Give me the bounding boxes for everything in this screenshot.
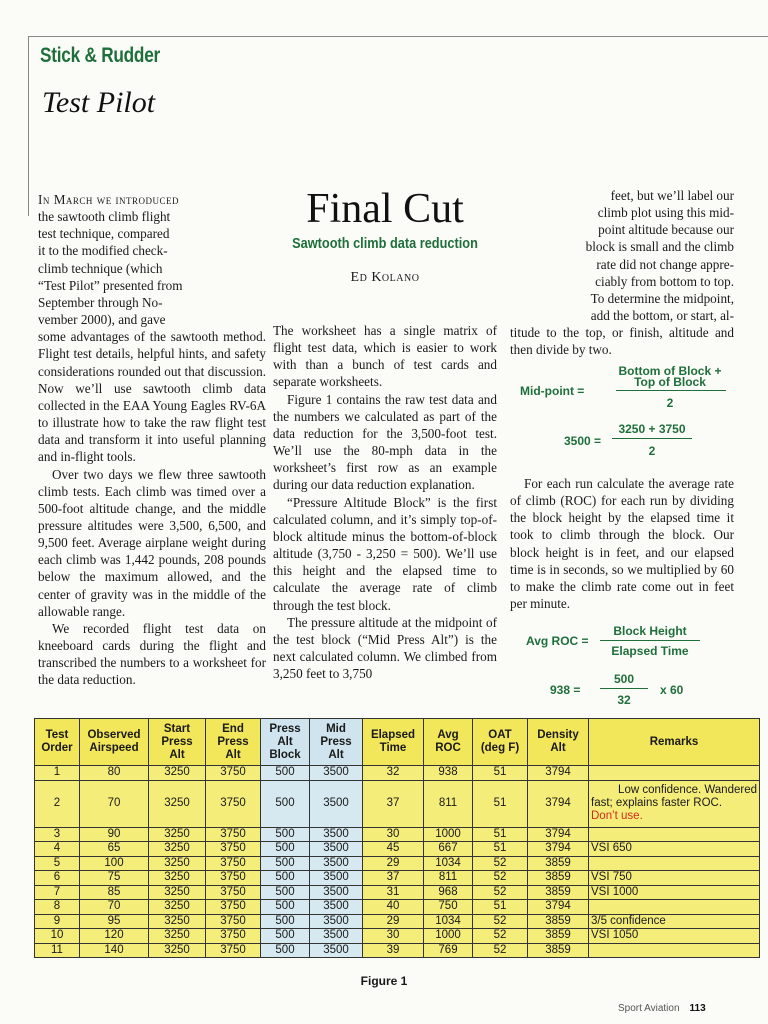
eq1-numerator-1: Bottom of Block + — [618, 364, 722, 378]
table-cell: 500 — [261, 914, 310, 929]
column-header-text: Alt — [277, 735, 293, 748]
column-header-text: Alt — [169, 748, 185, 761]
equation-avg-roc — [526, 624, 726, 660]
table-cell: 3250 — [149, 871, 206, 886]
table-cell: 37 — [363, 871, 424, 886]
table-cell: 65 — [80, 842, 149, 857]
table-cell: 500 — [261, 766, 310, 781]
table-cell: 51 — [473, 842, 528, 857]
table-cell: 10 — [35, 929, 80, 944]
column-header — [473, 719, 528, 766]
column-header-text: Mid — [326, 722, 346, 735]
eq4-multiplier: x 60 — [660, 683, 684, 697]
article-title: Final Cut — [306, 186, 464, 232]
column-header-text: Press — [269, 722, 301, 735]
table-cell: 1000 — [424, 929, 473, 944]
column-header-text: Time — [379, 742, 407, 754]
table-cell: 3794 — [528, 842, 589, 857]
column-header-text: Observed — [87, 729, 141, 741]
eq4-numerator: 500 — [613, 672, 635, 686]
table-cell: 31 — [363, 885, 424, 900]
table-cell: 3750 — [206, 766, 261, 781]
table-cell: 52 — [473, 885, 528, 900]
table-cell: 70 — [80, 780, 149, 827]
table-cell: 52 — [473, 929, 528, 944]
col3-line: point altitude because our — [598, 222, 734, 238]
eq2-numerator: 3250 + 3750 — [618, 422, 686, 436]
eq4-fraction-bar — [600, 688, 648, 689]
table-row — [35, 871, 760, 886]
table-row — [35, 780, 760, 827]
table-cell: 3750 — [206, 914, 261, 929]
table-row — [35, 929, 760, 944]
table-cell: 3250 — [149, 929, 206, 944]
table-cell: 2 — [35, 780, 80, 827]
table-cell: 3500 — [310, 871, 363, 886]
col1-line: it to the modified check- — [38, 243, 168, 259]
table-row — [35, 885, 760, 900]
table-cell: 3250 — [149, 780, 206, 827]
column-header-text: End — [222, 722, 244, 735]
table-cell: 140 — [80, 943, 149, 958]
column-header-text: Remarks — [649, 735, 699, 748]
table-cell: 3859 — [528, 943, 589, 958]
table-cell: 3250 — [149, 943, 206, 958]
table-cell: 3250 — [149, 885, 206, 900]
table-cell: 29 — [363, 914, 424, 929]
table-cell: 85 — [80, 885, 149, 900]
column-header — [310, 719, 363, 766]
column-header-text: Airspeed — [89, 742, 139, 754]
column-header-text: Start — [163, 722, 191, 735]
byline: Ed Kolano — [350, 270, 420, 285]
table-cell: 968 — [424, 885, 473, 900]
table-cell: 4 — [35, 842, 80, 857]
column-header-text: ROC — [435, 742, 461, 754]
table-cell: 39 — [363, 943, 424, 958]
table-cell: 75 — [80, 871, 149, 886]
table-cell: 3500 — [310, 914, 363, 929]
table-row — [35, 766, 760, 781]
article-subtitle: Sawtooth climb data reduction — [292, 236, 478, 252]
table-cell: VSI 1050 — [589, 929, 760, 944]
table-cell: 40 — [363, 900, 424, 915]
col1-paragraph-3: We recorded flight test data on kneeboard cards during the flight and transcribed the numbers to a worksheet for the data reduction. — [38, 620, 266, 688]
table-cell: 8 — [35, 900, 80, 915]
column-header — [206, 719, 261, 766]
column-header-text: OAT — [488, 729, 512, 741]
table-header-row — [35, 719, 760, 766]
table-cell: 938 — [424, 766, 473, 781]
table-cell: 3250 — [149, 766, 206, 781]
col1-line: test technique, compared — [38, 226, 170, 242]
header-rule — [28, 36, 768, 37]
col3-line: feet, but we’ll label our — [610, 188, 734, 203]
table-cell: 769 — [424, 943, 473, 958]
equation-midpoint — [520, 364, 730, 414]
table-cell: 3/5 confidence — [589, 914, 760, 929]
table-row — [35, 943, 760, 958]
table-cell: 70 — [80, 900, 149, 915]
table-cell: 1034 — [424, 914, 473, 929]
eq2-denominator: 2 — [648, 444, 656, 458]
section-label: Stick & Rudder — [40, 44, 160, 67]
table-cell: 500 — [261, 842, 310, 857]
column-2 — [273, 322, 497, 682]
eq1-fraction-bar — [616, 390, 726, 391]
column-header — [424, 719, 473, 766]
table-cell: 3750 — [206, 929, 261, 944]
table-cell — [589, 900, 760, 915]
eq1-numerator-2: Top of Block — [634, 375, 706, 389]
column-header-text: Alt — [225, 748, 241, 761]
col1-line: the sawtooth climb flight — [38, 209, 171, 225]
col1-line: vember 2000), and gave — [38, 312, 166, 328]
column-header-text: (deg F) — [480, 742, 520, 754]
eq1-denominator: 2 — [666, 396, 674, 410]
page-footer — [618, 1003, 706, 1014]
table-cell: 3750 — [206, 871, 261, 886]
column-header — [261, 719, 310, 766]
table-cell: 52 — [473, 871, 528, 886]
col3-line: ciably from bottom to top. — [595, 273, 734, 289]
eq3-numerator: Block Height — [613, 624, 687, 638]
column-header — [35, 719, 80, 766]
table-cell: 500 — [261, 929, 310, 944]
table-cell: 95 — [80, 914, 149, 929]
col3-paragraph-2: For each run calculate the average rate of climb (ROC) for each run by dividing the block height by the elapsed time it took to climb through the block. Our block height is in feet, and our elapsed time is in seconds, so we multiplied by 60 to make the climb rate come out in feet per minute. — [510, 476, 734, 612]
lead-in-text: In March we introduced — [38, 192, 180, 207]
table-cell: 3 — [35, 827, 80, 842]
table-cell: 3500 — [310, 885, 363, 900]
figure-caption: Figure 1 — [360, 974, 408, 988]
table-cell: 80 — [80, 766, 149, 781]
table-cell — [589, 856, 760, 871]
table-row — [35, 900, 760, 915]
table-cell: 3750 — [206, 943, 261, 958]
table-cell: 45 — [363, 842, 424, 857]
table-cell: 811 — [424, 871, 473, 886]
table-cell: 7 — [35, 885, 80, 900]
table-cell: 3250 — [149, 914, 206, 929]
column-header-text: Test — [45, 729, 69, 741]
table-cell: 3794 — [528, 900, 589, 915]
table-cell: 3750 — [206, 885, 261, 900]
table-cell: 52 — [473, 943, 528, 958]
col3-line: To determine the midpoint, — [590, 290, 734, 306]
table-cell: 3750 — [206, 780, 261, 827]
table-cell: 500 — [261, 871, 310, 886]
col1-line: climb technique (which — [38, 260, 163, 276]
table-cell: 29 — [363, 856, 424, 871]
table-cell: 3859 — [528, 856, 589, 871]
table-body — [35, 766, 760, 958]
table-cell: 1000 — [424, 827, 473, 842]
table-cell: VSI 1000 — [589, 885, 760, 900]
table-cell: 3859 — [528, 929, 589, 944]
column-header-text: Press — [161, 735, 193, 748]
eq3-fraction-bar — [600, 640, 700, 641]
table-cell: 3250 — [149, 900, 206, 915]
column-header-text: Block — [269, 748, 301, 761]
table-cell: 500 — [261, 943, 310, 958]
table-cell: 3500 — [310, 827, 363, 842]
col1-line: September through No- — [38, 294, 163, 310]
column-1 — [38, 191, 266, 689]
table-cell: 500 — [261, 780, 310, 827]
table-cell: 750 — [424, 900, 473, 915]
table-cell: 500 — [261, 827, 310, 842]
table-cell: 9 — [35, 914, 80, 929]
table-cell: 11 — [35, 943, 80, 958]
table-cell: 500 — [261, 885, 310, 900]
column-header-text: Density — [537, 729, 579, 741]
column-header-text: Avg — [437, 729, 459, 741]
table-cell: 1034 — [424, 856, 473, 871]
table-cell: 3250 — [149, 856, 206, 871]
remark-line: Low confidence. Wandered — [618, 784, 757, 796]
col3-line: climb plot using this mid- — [597, 205, 734, 221]
table-cell: 120 — [80, 929, 149, 944]
column-header — [363, 719, 424, 766]
column-3-narrow-lines — [562, 187, 734, 324]
table-cell: 3750 — [206, 856, 261, 871]
table-cell: 3500 — [310, 780, 363, 827]
header-side-rule — [28, 36, 29, 216]
table-cell: 811 — [424, 780, 473, 827]
column-header — [589, 719, 760, 766]
table-cell: 667 — [424, 842, 473, 857]
col2-paragraph-2: Figure 1 contains the raw test data and the numbers we calculated as part of the data reduction for the 3,500-foot test. We’ll use the 80-mph data in the worksheet’s first row as an example during our data reduction explanation. — [273, 391, 497, 493]
table-cell: 51 — [473, 780, 528, 827]
table-cell: 37 — [363, 780, 424, 827]
table-cell — [589, 766, 760, 781]
table-cell — [589, 827, 760, 842]
magazine-name: Sport Aviation — [618, 1003, 680, 1014]
eq4-denominator: 32 — [617, 693, 631, 707]
col2-paragraph-3: “Pressure Altitude Block” is the first calculated column, and it’s simply top-of-block altitude minus the bottom-of-block altitude (3,750 - 3,250 = 500). We’ll use this height and the elapsed time to calculate the average rate of climb through the test block. — [273, 494, 497, 613]
column-header — [149, 719, 206, 766]
table-cell: 3750 — [206, 827, 261, 842]
table-cell — [589, 943, 760, 958]
table-cell: 3500 — [310, 842, 363, 857]
table-cell: 1 — [35, 766, 80, 781]
table-cell: VSI 650 — [589, 842, 760, 857]
table-cell: 3794 — [528, 827, 589, 842]
column-header — [528, 719, 589, 766]
table-row — [35, 827, 760, 842]
table-row — [35, 842, 760, 857]
table-cell: VSI 750 — [589, 871, 760, 886]
table-cell: 3859 — [528, 885, 589, 900]
table-cell: 30 — [363, 827, 424, 842]
column-1-narrow-lines — [38, 208, 202, 328]
eq4-label: 938 = — [550, 683, 581, 697]
table-cell: 51 — [473, 766, 528, 781]
table-cell: 3750 — [206, 900, 261, 915]
table-cell: 3500 — [310, 766, 363, 781]
table-cell: 500 — [261, 900, 310, 915]
column-3 — [510, 187, 734, 359]
col1-paragraph-1-rest: some advantages of the sawtooth method. Flight test details, helpful hints, and safety considerations rounded out that discussion. Now we’ll use sawtooth climb data collected in the EAA Young Eagles RV-6A to illustrate how to take the raw flight test data and transform it into useful planning and in-flight tools. — [38, 329, 266, 465]
table-cell: 30 — [363, 929, 424, 944]
eq2-fraction-bar — [612, 438, 692, 439]
equation-3500 — [560, 422, 730, 462]
col3-line: block is small and the climb — [585, 239, 734, 255]
table-cell: 52 — [473, 914, 528, 929]
col3-paragraph-1-rest: titude to the top, or finish, altitude and then divide by two. — [510, 325, 734, 358]
table-cell: 3500 — [310, 929, 363, 944]
table-cell: 3794 — [528, 780, 589, 827]
column-header-text: Alt — [550, 742, 566, 754]
table-cell: 51 — [473, 827, 528, 842]
table-cell: 500 — [261, 856, 310, 871]
eq1-label: Mid-point = — [520, 384, 585, 398]
table-cell: 32 — [363, 766, 424, 781]
table-cell: 90 — [80, 827, 149, 842]
column-header-text: Alt — [328, 748, 344, 761]
table-cell: 3500 — [310, 943, 363, 958]
column-header-text: Press — [217, 735, 249, 748]
table-cell: 5 — [35, 856, 80, 871]
eq3-label: Avg ROC = — [526, 634, 589, 648]
column-3-lower — [510, 475, 734, 612]
column-header-text: Elapsed — [370, 729, 416, 741]
equation-938 — [550, 672, 726, 708]
table-cell: 3500 — [310, 856, 363, 871]
col1-paragraph-2: Over two days we flew three sawtooth climb tests. Each climb was timed over a 500-foot altitude change, and the middle pressure altitudes were 3,500, 6,500, and 9,500 feet. Average airplane weight during each climb was 1,442 pounds, 208 pounds below the maximum allowed, and the center of gravity was in the middle of the allowable range. — [38, 466, 266, 619]
page-number: 113 — [689, 1003, 706, 1014]
figure-1-table — [34, 718, 760, 958]
table-cell: 3859 — [528, 914, 589, 929]
table-row — [35, 856, 760, 871]
table-cell: 100 — [80, 856, 149, 871]
column-header — [80, 719, 149, 766]
col2-paragraph-4: The pressure altitude at the midpoint of the test block (“Mid Press Alt”) is the next calculated column. We climbed from 3,250 feet to 3,750 — [273, 614, 497, 682]
table-row — [35, 914, 760, 929]
table-cell: 3250 — [149, 827, 206, 842]
table-cell: 3500 — [310, 900, 363, 915]
remark-warning: Don’t use. — [591, 810, 643, 822]
table-cell — [589, 780, 760, 827]
table-cell: 6 — [35, 871, 80, 886]
eq3-denominator: Elapsed Time — [611, 644, 689, 658]
table-cell: 3250 — [149, 842, 206, 857]
column-header-text: Order — [41, 742, 73, 754]
table-cell: 3750 — [206, 842, 261, 857]
eq2-label: 3500 = — [564, 434, 602, 448]
table-cell: 52 — [473, 856, 528, 871]
col2-paragraph-1: The worksheet has a single matrix of flight test data, which is easier to work with than a bunch of test cards and separate worksheets. — [273, 323, 497, 390]
col3-line: rate did not change appre- — [596, 256, 734, 272]
table-cell: 3859 — [528, 871, 589, 886]
lead-in — [38, 191, 266, 208]
col1-line: “Test Pilot” presented from — [38, 277, 183, 293]
column-name: Test Pilot — [42, 86, 156, 119]
table-cell: 3794 — [528, 766, 589, 781]
column-header-text: Press — [320, 735, 352, 748]
table-cell: 51 — [473, 900, 528, 915]
remark-line: fast; explains faster ROC. — [591, 797, 723, 809]
col3-line: add the bottom, or start, al- — [590, 308, 734, 324]
